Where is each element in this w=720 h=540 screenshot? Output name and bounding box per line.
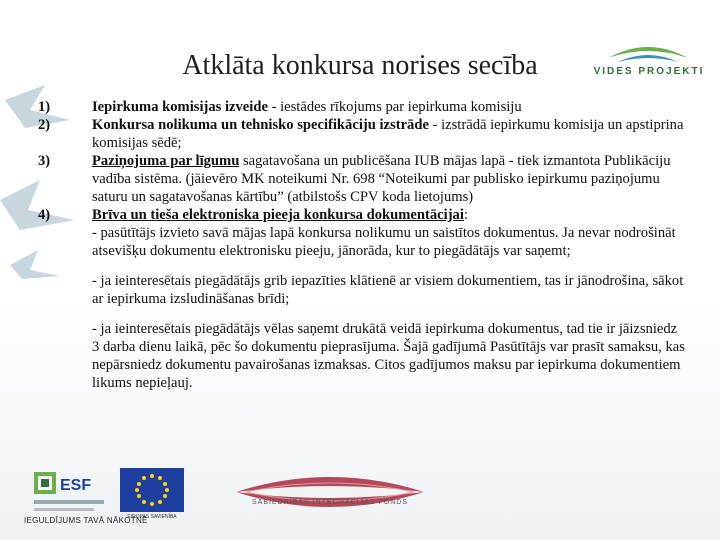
item-heading: Iepirkuma komisijas izveide: [92, 99, 268, 115]
paragraph: - ja ieinteresētais piegādātājs grib iepazīties klātienē ar visiem dokumentiem, tas ir jānodrošina, sākot ar iepirkuma izsludināšanas brīdi;: [92, 273, 684, 307]
list-item: [38, 98, 688, 116]
item-number: 4): [38, 207, 51, 223]
list-item: [38, 206, 688, 224]
content-list: [38, 98, 688, 392]
paragraph: - ja ieinteresētais piegādātājs vēlas saņemt drukātā veidā iepirkuma dokumentus, tad tie ir jāizsniedz 3 darba dienu laikā, pēc šo dokumentu pieprasījuma. Šajā gadījumā Pasūtītājs var prasīt samaksu, kas nepārsniedz dokumentu pavairošanas izmaksas. Citos gadījumos maksu par iepirkuma dokumentiem likums nepieļauj.: [92, 321, 685, 391]
list-item: [38, 116, 688, 152]
slogan-text: IEGULDĪJUMS TAVĀ NĀKOTNĒ: [24, 516, 148, 525]
list-item: [38, 152, 688, 206]
eu-flag-logo: [120, 468, 184, 512]
item-number: 3): [38, 153, 51, 169]
item-number: 1): [38, 99, 51, 115]
item-heading: Paziņojuma par līgumu: [92, 153, 240, 169]
eu-label: EIROPAS SAVIENĪBA: [127, 514, 177, 520]
item-text: :: [463, 207, 468, 223]
item-text: - izstrādā iepirkumu komisija un apstiprina komisijas sēdē;: [92, 117, 684, 151]
item-text: sagatavošana un publicēšana IUB mājas lapā - tiek izmantota Publikāciju vadība sistēma. (jāievēro MK noteikumi Nr. 698 “Noteikumi par publisko iepirkumu paziņojumu saturu un sagatavošanas kārtību” (atbilstošs CPV koda lietojums): [92, 153, 671, 205]
paragraph: - pasūtītājs izvieto savā mājas lapā konkursa nolikumu un saistītos dokumentus. Ja nevar nodrošināt atsevišķu dokumentu elektronisku pieeju, jānorāda, kur to piegādātājs var saņemt;: [92, 225, 676, 259]
item-heading: Konkursa nolikuma un tehnisko specifikāciju izstrāde: [92, 117, 429, 133]
sif-logo: [226, 468, 434, 516]
item-text: - iestādes rīkojums par iepirkuma komisiju: [267, 99, 522, 115]
item-heading: Brīva un tieša elektroniska pieeja konkursa dokumentācijai: [92, 207, 464, 223]
esf-logo-text: ESF: [60, 477, 92, 494]
sif-label: SABIEDRĪBAS INTEGRĀCIJAS FONDS: [251, 499, 409, 506]
item-number: 2): [38, 117, 51, 133]
logo-text: VIDES PROJEKTI: [593, 66, 705, 77]
page-title: Atklāta konkursa norises secība: [182, 50, 538, 81]
